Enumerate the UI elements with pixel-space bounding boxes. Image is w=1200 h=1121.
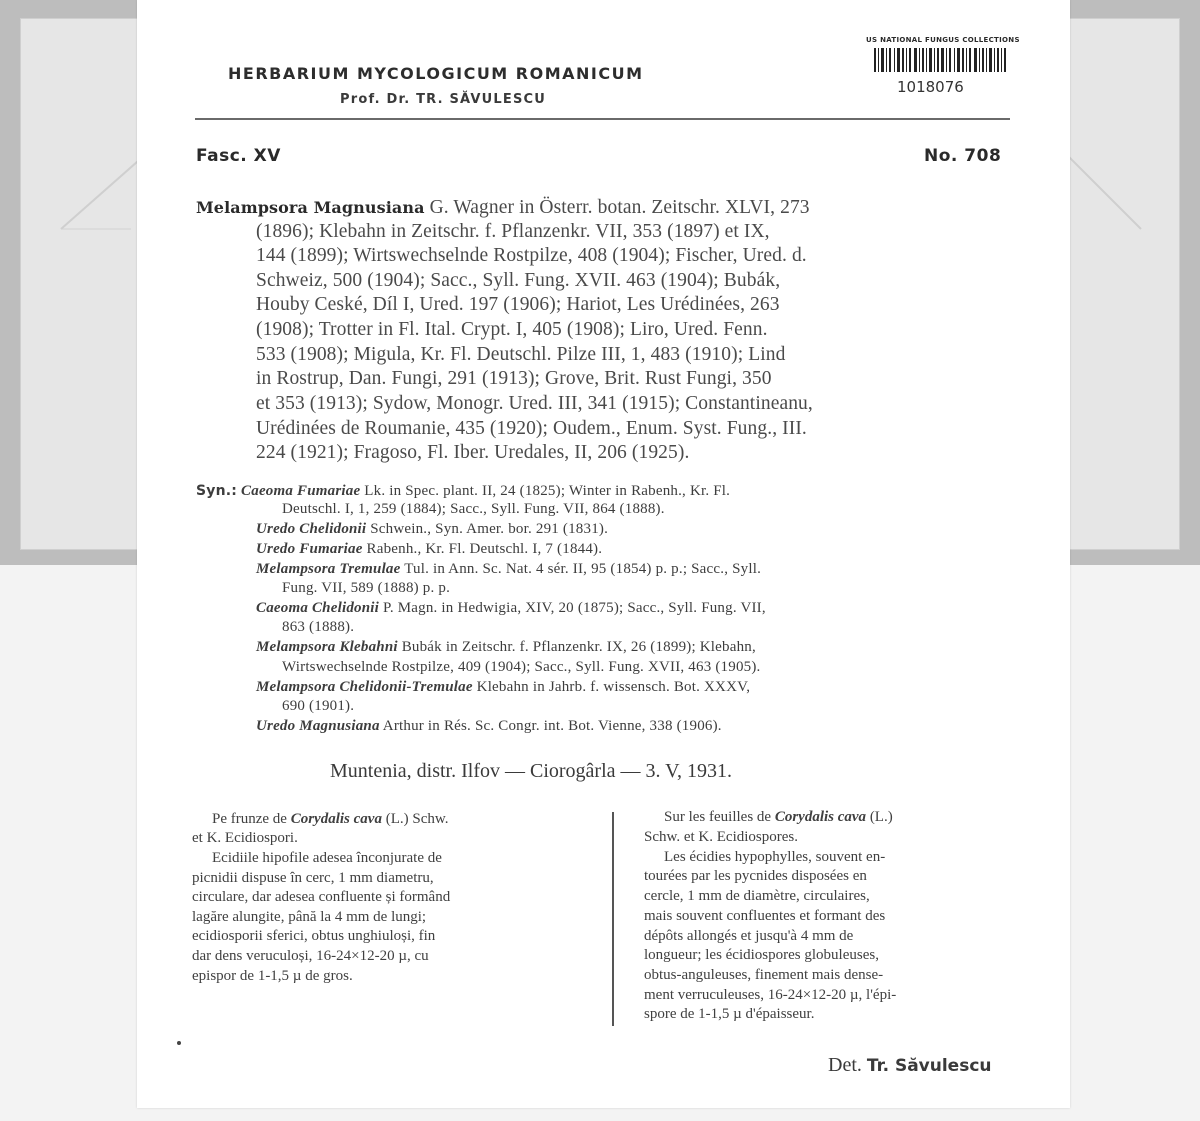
synonym-entry — [256, 541, 602, 558]
synonym-citation: 690 (1901). — [282, 698, 355, 714]
determiner — [828, 1054, 992, 1077]
determiner-prefix: Det. — [828, 1054, 862, 1076]
synonym-name: Uredo Fumariae — [256, 541, 363, 557]
synonym-citation: Wirtswechselnde Rostpilze, 409 (1904); Sacc., Syll. Fung. XVII, 463 (1905). — [282, 659, 761, 675]
locality: Muntenia, distr. Ilfov — Ciorogârla — 3. V, 1931. — [330, 760, 733, 782]
host-prefix: Pe frunze de — [212, 811, 287, 827]
synonym-citation: Fung. VII, 589 (1888) p. p. — [282, 580, 451, 596]
description-ro-line: circulare, dar adesea confluente și formând — [192, 889, 451, 905]
taxon-citation-line: Houby Ceské, Díl I, Ured. 197 (1906); Hariot, Les Urédinées, 263 — [256, 294, 780, 315]
description-ro-line: Ecidiile hipofile adesea înconjurate de — [212, 850, 442, 866]
synonym-citation: Deutschl. I, 1, 259 (1884); Sacc., Syll. Fung. VII, 864 (1888). — [282, 501, 665, 517]
description-ro-line: ecidiosporii sferici, obtus unghiuloși, fin — [192, 928, 436, 944]
description-fr-line: longueur; les écidiospores globuleuses, — [644, 947, 879, 963]
synonym-entry — [196, 483, 730, 500]
host-name: Corydalis cava — [774, 809, 867, 825]
herbarium-title: HERBARIUM MYCOLOGICUM ROMANICUM — [228, 64, 644, 83]
description-fr-line: Schw. et K. Ecidiospores. — [644, 829, 798, 845]
barcode-collection-label: US NATIONAL FUNGUS COLLECTIONS — [866, 36, 1020, 44]
description-ro-line: lagăre alungite, până la 4 mm de lungi; — [192, 909, 427, 925]
description-fr-line: dépôts allongés et jusqu'à 4 mm de — [644, 928, 854, 944]
description-fr-line: Les écidies hypophylles, souvent en- — [664, 849, 886, 865]
synonym-name: Uredo Chelidonii — [256, 521, 367, 537]
synonym-citation: P. Magn. in Hedwigia, XIV, 20 (1875); Sacc., Syll. Fung. VII, — [382, 600, 766, 616]
description-fr-line: spore de 1-1,5 µ d'épaisseur. — [644, 1006, 815, 1022]
fascicle: Fasc. XV — [196, 146, 281, 166]
taxon-citation-line: 533 (1908); Migula, Kr. Fl. Deutschl. Pilze III, 1, 483 (1910); Lind — [256, 344, 786, 365]
synonym-citation: Klebahn in Jahrb. f. wissensch. Bot. XXXV, — [476, 679, 751, 695]
taxon-citation-line: et 353 (1913); Sydow, Monogr. Ured. III, 341 (1915); Constantineanu, — [256, 393, 813, 414]
description-ro-line: et K. Ecidiospori. — [192, 830, 298, 846]
description-ro-host — [212, 811, 448, 828]
host-name: Corydalis cava — [290, 811, 382, 827]
synonym-entry — [256, 521, 608, 538]
description-fr-line: mais souvent confluentes et formant des — [644, 908, 886, 924]
synonym-name: Melampsora Tremulae — [256, 561, 401, 577]
synonym-entry — [256, 600, 766, 617]
barcode-number: 1018076 — [897, 78, 964, 96]
ink-dot — [177, 1041, 181, 1045]
header-rule — [195, 118, 1010, 120]
synonyms-label: Syn.: — [196, 483, 238, 499]
description-fr-line: obtus-anguleuses, finement mais dense- — [644, 967, 884, 983]
synonym-name: Caeoma Fumariae — [241, 483, 361, 499]
synonym-name: Uredo Magnusiana — [256, 718, 380, 734]
taxon-citation-line: Urédinées de Roumanie, 435 (1920); Oudem., Enum. Syst. Fung., III. — [256, 418, 807, 439]
description-ro-line: picnidii dispuse în cerc, 1 mm diametru, — [192, 870, 434, 886]
description-fr-line: tourées par les pycnides disposées en — [644, 868, 867, 884]
synonym-name: Melampsora Klebahni — [256, 639, 398, 655]
synonym-entry — [256, 718, 722, 735]
column-divider — [612, 812, 614, 1026]
description-fr-host — [664, 809, 893, 826]
synonym-citation: Bubák in Zeitschr. f. Pflanzenkr. IX, 26 (1899); Klebahn, — [401, 639, 756, 655]
herbarium-subtitle: Prof. Dr. TR. SĂVULESCU — [340, 92, 547, 107]
taxon-citation-line: G. Wagner in Österr. botan. Zeitschr. XLVI, 273 — [429, 197, 810, 218]
taxon-citation-line: (1908); Trotter in Fl. Ital. Crypt. I, 405 (1908); Liro, Ured. Fenn. — [256, 319, 768, 340]
description-ro-line: epispor de 1-1,5 µ de gros. — [192, 968, 353, 984]
taxon-citation-line: 224 (1921); Fragoso, Fl. Iber. Uredales, II, 206 (1925). — [256, 442, 690, 463]
synonym-entry — [256, 679, 750, 696]
host-suffix: (L.) Schw. — [385, 811, 449, 827]
exsiccata-number: No. 708 — [924, 146, 1002, 166]
taxon-citation-line: in Rostrup, Dan. Fungi, 291 (1913); Grove, Brit. Rust Fungi, 350 — [256, 368, 772, 389]
host-prefix: Sur les feuilles de — [664, 809, 772, 825]
taxon-citation-line: Schweiz, 500 (1904); Sacc., Syll. Fung. XVII. 463 (1904); Bubák, — [256, 270, 781, 291]
taxon-citation-line: 144 (1899); Wirtswechselnde Rostpilze, 408 (1904); Fischer, Ured. d. — [256, 245, 807, 266]
host-suffix: (L.) — [869, 809, 893, 825]
synonym-citation: 863 (1888). — [282, 619, 355, 635]
taxon-line-1 — [196, 197, 810, 219]
synonym-citation: Lk. in Spec. plant. II, 24 (1825); Winter in Rabenh., Kr. Fl. — [364, 483, 731, 499]
synonym-name: Caeoma Chelidonii — [256, 600, 379, 616]
synonym-citation: Tul. in Ann. Sc. Nat. 4 sér. II, 95 (1854) p. p.; Sacc., Syll. — [404, 561, 762, 577]
taxon-name: Melampsora Magnusiana — [196, 198, 425, 217]
synonym-entry — [256, 561, 761, 578]
synonym-citation: Arthur in Rés. Sc. Congr. int. Bot. Vienne, 338 (1906). — [382, 718, 722, 734]
synonym-citation: Schwein., Syn. Amer. bor. 291 (1831). — [370, 521, 609, 537]
description-fr-line: cercle, 1 mm de diamètre, circulaires, — [644, 888, 870, 904]
description-fr-line: ment verruculeuses, 16-24×12-20 µ, l'épi- — [644, 987, 897, 1003]
synonym-name: Melampsora Chelidonii-Tremulae — [256, 679, 473, 695]
description-ro-line: dar dens veruculoși, 16-24×12-20 µ, cu — [192, 948, 429, 964]
determiner-name: Tr. Săvulescu — [866, 1056, 992, 1076]
taxon-citation-line: (1896); Klebahn in Zeitschr. f. Pflanzenkr. VII, 353 (1897) et IX, — [256, 221, 770, 242]
synonym-entry — [256, 639, 756, 656]
synonym-citation: Rabenh., Kr. Fl. Deutschl. I, 7 (1844). — [366, 541, 603, 557]
